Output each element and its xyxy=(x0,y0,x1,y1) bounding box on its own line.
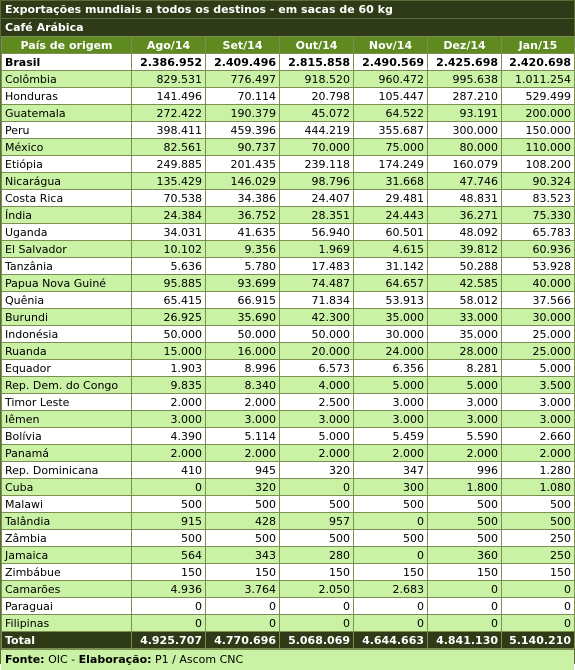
value-cell: 300 xyxy=(354,479,428,496)
value-cell: 0 xyxy=(354,615,428,632)
value-cell: 5.590 xyxy=(428,428,502,445)
country-cell: Indonésia xyxy=(2,326,132,343)
value-cell: 64.522 xyxy=(354,105,428,122)
value-cell: 174.249 xyxy=(354,156,428,173)
value-cell: 31.668 xyxy=(354,173,428,190)
value-cell: 239.118 xyxy=(280,156,354,173)
value-cell: 1.903 xyxy=(132,360,206,377)
value-cell: 5.000 xyxy=(354,377,428,394)
value-cell: 141.496 xyxy=(132,88,206,105)
value-cell: 200.000 xyxy=(502,105,575,122)
value-cell: 249.885 xyxy=(132,156,206,173)
value-cell: 2.000 xyxy=(132,445,206,462)
value-cell: 42.300 xyxy=(280,309,354,326)
total-label: Total xyxy=(2,632,132,649)
table-row xyxy=(2,615,575,632)
value-cell: 65.415 xyxy=(132,292,206,309)
table-row xyxy=(2,122,575,139)
table-body xyxy=(2,54,575,632)
value-cell: 459.396 xyxy=(206,122,280,139)
table-row xyxy=(2,394,575,411)
value-cell: 500 xyxy=(502,513,575,530)
value-cell: 37.566 xyxy=(502,292,575,309)
value-cell: 8.340 xyxy=(206,377,280,394)
column-header-month: Nov/14 xyxy=(354,37,428,54)
table-row xyxy=(2,71,575,88)
value-cell: 500 xyxy=(428,496,502,513)
table-row xyxy=(2,598,575,615)
value-cell: 60.936 xyxy=(502,241,575,258)
country-cell: Papua Nova Guiné xyxy=(2,275,132,292)
total-cell: 4.925.707 xyxy=(132,632,206,649)
value-cell: 347 xyxy=(354,462,428,479)
country-cell: Peru xyxy=(2,122,132,139)
table-row xyxy=(2,54,575,71)
value-cell: 960.472 xyxy=(354,71,428,88)
value-cell: 50.000 xyxy=(206,326,280,343)
value-cell: 9.356 xyxy=(206,241,280,258)
column-header-month: Jan/15 xyxy=(502,37,575,54)
value-cell: 250 xyxy=(502,547,575,564)
value-cell: 2.500 xyxy=(280,394,354,411)
value-cell: 80.000 xyxy=(428,139,502,156)
value-cell: 6.356 xyxy=(354,360,428,377)
value-cell: 343 xyxy=(206,547,280,564)
value-cell: 444.219 xyxy=(280,122,354,139)
elaboration-value: P1 / Ascom CNC xyxy=(155,653,244,666)
value-cell: 0 xyxy=(132,479,206,496)
country-cell: Tanzânia xyxy=(2,258,132,275)
value-cell: 34.031 xyxy=(132,224,206,241)
table-row xyxy=(2,309,575,326)
value-cell: 150 xyxy=(206,564,280,581)
value-cell: 320 xyxy=(206,479,280,496)
table-row xyxy=(2,105,575,122)
value-cell: 30.000 xyxy=(502,309,575,326)
value-cell: 500 xyxy=(354,496,428,513)
country-cell: Panamá xyxy=(2,445,132,462)
column-header-month: Dez/14 xyxy=(428,37,502,54)
value-cell: 110.000 xyxy=(502,139,575,156)
value-cell: 3.000 xyxy=(428,394,502,411)
value-cell: 564 xyxy=(132,547,206,564)
value-cell: 33.000 xyxy=(428,309,502,326)
value-cell: 0 xyxy=(280,598,354,615)
value-cell: 995.638 xyxy=(428,71,502,88)
value-cell: 45.072 xyxy=(280,105,354,122)
value-cell: 8.281 xyxy=(428,360,502,377)
total-row xyxy=(2,632,575,649)
value-cell: 70.000 xyxy=(280,139,354,156)
source-label: Fonte: xyxy=(5,653,45,666)
value-cell: 74.487 xyxy=(280,275,354,292)
value-cell: 75.330 xyxy=(502,207,575,224)
table-row xyxy=(2,564,575,581)
country-cell: Rep. Dominicana xyxy=(2,462,132,479)
value-cell: 150.000 xyxy=(502,122,575,139)
country-cell: Bolívia xyxy=(2,428,132,445)
total-cell: 5.068.069 xyxy=(280,632,354,649)
country-cell: Cuba xyxy=(2,479,132,496)
table-row xyxy=(2,445,575,462)
country-cell: Filipinas xyxy=(2,615,132,632)
total-cell: 4.770.696 xyxy=(206,632,280,649)
value-cell: 9.835 xyxy=(132,377,206,394)
value-cell: 150 xyxy=(132,564,206,581)
country-cell: Índia xyxy=(2,207,132,224)
table-row xyxy=(2,224,575,241)
value-cell: 70.114 xyxy=(206,88,280,105)
country-cell: Brasil xyxy=(2,54,132,71)
table-row xyxy=(2,411,575,428)
value-cell: 0 xyxy=(502,615,575,632)
value-cell: 2.000 xyxy=(428,445,502,462)
table-row xyxy=(2,479,575,496)
country-cell: Nicarágua xyxy=(2,173,132,190)
value-cell: 3.764 xyxy=(206,581,280,598)
exports-table xyxy=(1,36,575,649)
value-cell: 0 xyxy=(206,615,280,632)
value-cell: 0 xyxy=(280,615,354,632)
value-cell: 3.000 xyxy=(428,411,502,428)
value-cell: 35.690 xyxy=(206,309,280,326)
value-cell: 4.615 xyxy=(354,241,428,258)
value-cell: 35.000 xyxy=(354,309,428,326)
value-cell: 50.288 xyxy=(428,258,502,275)
table-row xyxy=(2,292,575,309)
value-cell: 2.000 xyxy=(280,445,354,462)
value-cell: 6.573 xyxy=(280,360,354,377)
value-cell: 2.000 xyxy=(206,445,280,462)
value-cell: 3.000 xyxy=(502,394,575,411)
value-cell: 83.523 xyxy=(502,190,575,207)
value-cell: 40.000 xyxy=(502,275,575,292)
value-cell: 42.585 xyxy=(428,275,502,292)
value-cell: 300.000 xyxy=(428,122,502,139)
value-cell: 48.092 xyxy=(428,224,502,241)
value-cell: 1.011.254 xyxy=(502,71,575,88)
column-header-month: Out/14 xyxy=(280,37,354,54)
country-cell: Burundi xyxy=(2,309,132,326)
value-cell: 98.796 xyxy=(280,173,354,190)
value-cell: 150 xyxy=(280,564,354,581)
table-row xyxy=(2,139,575,156)
value-cell: 500 xyxy=(428,530,502,547)
table-row xyxy=(2,581,575,598)
value-cell: 146.029 xyxy=(206,173,280,190)
country-cell: Zâmbia xyxy=(2,530,132,547)
value-cell: 428 xyxy=(206,513,280,530)
value-cell: 24.443 xyxy=(354,207,428,224)
country-cell: Quênia xyxy=(2,292,132,309)
value-cell: 0 xyxy=(502,581,575,598)
value-cell: 24.000 xyxy=(354,343,428,360)
value-cell: 0 xyxy=(354,547,428,564)
value-cell: 58.012 xyxy=(428,292,502,309)
column-header-month: Ago/14 xyxy=(132,37,206,54)
value-cell: 150 xyxy=(428,564,502,581)
value-cell: 3.000 xyxy=(206,411,280,428)
country-cell: Colômbia xyxy=(2,71,132,88)
value-cell: 957 xyxy=(280,513,354,530)
value-cell: 996 xyxy=(428,462,502,479)
total-cell: 4.841.130 xyxy=(428,632,502,649)
total-cell: 4.644.663 xyxy=(354,632,428,649)
country-cell: Etiópia xyxy=(2,156,132,173)
table-title: Exportações mundiais a todos os destinos - em sacas de 60 kg xyxy=(1,1,574,18)
value-cell: 10.102 xyxy=(132,241,206,258)
value-cell: 4.000 xyxy=(280,377,354,394)
value-cell: 24.407 xyxy=(280,190,354,207)
value-cell: 287.210 xyxy=(428,88,502,105)
header-row xyxy=(2,37,575,54)
table-row xyxy=(2,258,575,275)
value-cell: 915 xyxy=(132,513,206,530)
value-cell: 20.798 xyxy=(280,88,354,105)
value-cell: 2.815.858 xyxy=(280,54,354,71)
value-cell: 0 xyxy=(206,598,280,615)
value-cell: 65.783 xyxy=(502,224,575,241)
country-cell: Timor Leste xyxy=(2,394,132,411)
value-cell: 50.000 xyxy=(132,326,206,343)
value-cell: 500 xyxy=(354,530,428,547)
country-cell: Equador xyxy=(2,360,132,377)
value-cell: 360 xyxy=(428,547,502,564)
value-cell: 135.429 xyxy=(132,173,206,190)
value-cell: 60.501 xyxy=(354,224,428,241)
value-cell: 2.000 xyxy=(132,394,206,411)
column-header-month: Set/14 xyxy=(206,37,280,54)
value-cell: 2.420.698 xyxy=(502,54,575,71)
country-cell: Zimbábue xyxy=(2,564,132,581)
value-cell: 776.497 xyxy=(206,71,280,88)
table-row xyxy=(2,190,575,207)
country-cell: Malawi xyxy=(2,496,132,513)
value-cell: 918.520 xyxy=(280,71,354,88)
table-row xyxy=(2,156,575,173)
value-cell: 30.000 xyxy=(354,326,428,343)
value-cell: 47.746 xyxy=(428,173,502,190)
value-cell: 3.000 xyxy=(354,394,428,411)
value-cell: 5.114 xyxy=(206,428,280,445)
source-footer xyxy=(1,649,574,670)
value-cell: 1.080 xyxy=(502,479,575,496)
value-cell: 150 xyxy=(354,564,428,581)
table-row xyxy=(2,547,575,564)
value-cell: 17.483 xyxy=(280,258,354,275)
value-cell: 66.915 xyxy=(206,292,280,309)
value-cell: 26.925 xyxy=(132,309,206,326)
value-cell: 39.812 xyxy=(428,241,502,258)
table-row xyxy=(2,530,575,547)
country-cell: Jamaica xyxy=(2,547,132,564)
value-cell: 2.490.569 xyxy=(354,54,428,71)
value-cell: 82.561 xyxy=(132,139,206,156)
value-cell: 35.000 xyxy=(428,326,502,343)
value-cell: 25.000 xyxy=(502,343,575,360)
country-cell: Camarões xyxy=(2,581,132,598)
value-cell: 93.191 xyxy=(428,105,502,122)
table-row xyxy=(2,513,575,530)
value-cell: 28.351 xyxy=(280,207,354,224)
value-cell: 5.000 xyxy=(428,377,502,394)
value-cell: 5.636 xyxy=(132,258,206,275)
value-cell: 500 xyxy=(132,496,206,513)
value-cell: 53.928 xyxy=(502,258,575,275)
value-cell: 36.752 xyxy=(206,207,280,224)
value-cell: 3.000 xyxy=(132,411,206,428)
value-cell: 829.531 xyxy=(132,71,206,88)
value-cell: 90.737 xyxy=(206,139,280,156)
value-cell: 3.500 xyxy=(502,377,575,394)
country-cell: Honduras xyxy=(2,88,132,105)
value-cell: 500 xyxy=(132,530,206,547)
value-cell: 1.280 xyxy=(502,462,575,479)
country-cell: Guatemala xyxy=(2,105,132,122)
value-cell: 29.481 xyxy=(354,190,428,207)
value-cell: 4.390 xyxy=(132,428,206,445)
value-cell: 2.050 xyxy=(280,581,354,598)
value-cell: 150 xyxy=(502,564,575,581)
value-cell: 108.200 xyxy=(502,156,575,173)
value-cell: 5.000 xyxy=(280,428,354,445)
value-cell: 0 xyxy=(428,615,502,632)
value-cell: 500 xyxy=(428,513,502,530)
value-cell: 34.386 xyxy=(206,190,280,207)
value-cell: 53.913 xyxy=(354,292,428,309)
value-cell: 36.271 xyxy=(428,207,502,224)
value-cell: 500 xyxy=(206,496,280,513)
value-cell: 0 xyxy=(354,513,428,530)
value-cell: 50.000 xyxy=(280,326,354,343)
column-header-country: País de origem xyxy=(2,37,132,54)
value-cell: 95.885 xyxy=(132,275,206,292)
value-cell: 355.687 xyxy=(354,122,428,139)
table-row xyxy=(2,173,575,190)
value-cell: 190.379 xyxy=(206,105,280,122)
value-cell: 500 xyxy=(206,530,280,547)
value-cell: 90.324 xyxy=(502,173,575,190)
value-cell: 75.000 xyxy=(354,139,428,156)
country-cell: México xyxy=(2,139,132,156)
value-cell: 0 xyxy=(428,581,502,598)
value-cell: 398.411 xyxy=(132,122,206,139)
table-row xyxy=(2,275,575,292)
value-cell: 3.000 xyxy=(502,411,575,428)
value-cell: 5.459 xyxy=(354,428,428,445)
value-cell: 0 xyxy=(132,615,206,632)
value-cell: 71.834 xyxy=(280,292,354,309)
value-cell: 500 xyxy=(280,496,354,513)
country-cell: Costa Rica xyxy=(2,190,132,207)
country-cell: Paraguai xyxy=(2,598,132,615)
value-cell: 3.000 xyxy=(354,411,428,428)
value-cell: 2.660 xyxy=(502,428,575,445)
value-cell: 529.499 xyxy=(502,88,575,105)
table-row xyxy=(2,326,575,343)
value-cell: 5.000 xyxy=(502,360,575,377)
country-cell: Rep. Dem. do Congo xyxy=(2,377,132,394)
value-cell: 28.000 xyxy=(428,343,502,360)
value-cell: 0 xyxy=(354,598,428,615)
value-cell: 105.447 xyxy=(354,88,428,105)
value-cell: 280 xyxy=(280,547,354,564)
value-cell: 2.425.698 xyxy=(428,54,502,71)
footer-separator: - xyxy=(67,653,79,666)
table-row xyxy=(2,207,575,224)
value-cell: 0 xyxy=(428,598,502,615)
value-cell: 0 xyxy=(502,598,575,615)
value-cell: 1.969 xyxy=(280,241,354,258)
value-cell: 2.386.952 xyxy=(132,54,206,71)
value-cell: 2.000 xyxy=(502,445,575,462)
value-cell: 500 xyxy=(502,496,575,513)
value-cell: 410 xyxy=(132,462,206,479)
value-cell: 4.936 xyxy=(132,581,206,598)
total-cell: 5.140.210 xyxy=(502,632,575,649)
value-cell: 272.422 xyxy=(132,105,206,122)
table-row xyxy=(2,377,575,394)
value-cell: 16.000 xyxy=(206,343,280,360)
value-cell: 2.683 xyxy=(354,581,428,598)
value-cell: 2.000 xyxy=(206,394,280,411)
value-cell: 2.000 xyxy=(354,445,428,462)
table-subtitle: Café Arábica xyxy=(1,18,574,36)
value-cell: 70.538 xyxy=(132,190,206,207)
value-cell: 41.635 xyxy=(206,224,280,241)
country-cell: Iêmen xyxy=(2,411,132,428)
value-cell: 2.409.496 xyxy=(206,54,280,71)
table-row xyxy=(2,241,575,258)
value-cell: 64.657 xyxy=(354,275,428,292)
table-row xyxy=(2,88,575,105)
value-cell: 56.940 xyxy=(280,224,354,241)
table-row xyxy=(2,462,575,479)
value-cell: 0 xyxy=(280,479,354,496)
value-cell: 15.000 xyxy=(132,343,206,360)
value-cell: 93.699 xyxy=(206,275,280,292)
value-cell: 8.996 xyxy=(206,360,280,377)
value-cell: 5.780 xyxy=(206,258,280,275)
country-cell: Uganda xyxy=(2,224,132,241)
source-value: OIC xyxy=(48,653,68,666)
country-cell: Ruanda xyxy=(2,343,132,360)
value-cell: 24.384 xyxy=(132,207,206,224)
value-cell: 1.800 xyxy=(428,479,502,496)
value-cell: 31.142 xyxy=(354,258,428,275)
value-cell: 160.079 xyxy=(428,156,502,173)
value-cell: 25.000 xyxy=(502,326,575,343)
value-cell: 20.000 xyxy=(280,343,354,360)
value-cell: 48.831 xyxy=(428,190,502,207)
value-cell: 945 xyxy=(206,462,280,479)
country-cell: El Salvador xyxy=(2,241,132,258)
country-cell: Talândia xyxy=(2,513,132,530)
table-row xyxy=(2,343,575,360)
value-cell: 3.000 xyxy=(280,411,354,428)
value-cell: 201.435 xyxy=(206,156,280,173)
table-row xyxy=(2,428,575,445)
value-cell: 250 xyxy=(502,530,575,547)
value-cell: 0 xyxy=(132,598,206,615)
value-cell: 320 xyxy=(280,462,354,479)
elaboration-label: Elaboração: xyxy=(78,653,152,666)
table-row xyxy=(2,496,575,513)
value-cell: 500 xyxy=(280,530,354,547)
table-row xyxy=(2,360,575,377)
